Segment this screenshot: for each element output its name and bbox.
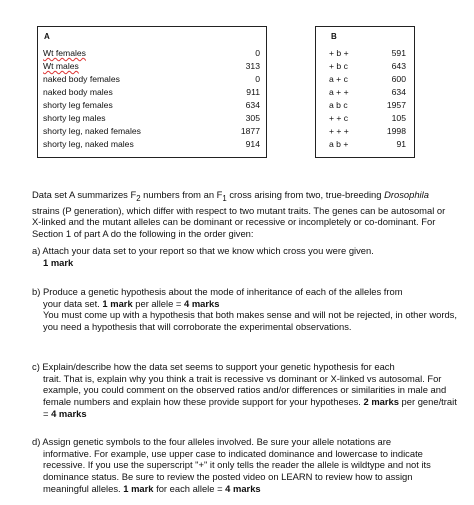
question-b-text: b) Produce a genetic hypothesis about the mode of inheritance of each of the alleles from	[32, 286, 403, 297]
table-row-label: + b c	[329, 61, 348, 71]
question-a	[32, 245, 457, 268]
table-row	[38, 86, 266, 99]
table-row-value: 313	[245, 61, 260, 71]
table-row	[316, 138, 414, 151]
table-b-letter: B	[331, 32, 337, 41]
question-c-body: trait. That is, explain why you think a trait is recessive vs dominant or X-linked vs autosomal. For example, you could comment on the observed ratios and/or differences or similarities in male and female numbers and explain how these provide support for your hypotheses.	[43, 372, 447, 408]
table-row-label: naked body males	[43, 87, 113, 97]
table-row	[38, 73, 266, 86]
table-row-label: + + +	[329, 126, 349, 136]
question-d-body: informative. For example, use upper case to indicated dominance and lowercase to indicate recessive. If you use the superscript "+" it only tells the reader the allele is wildtype and not its dominance status. Be sure to review the posted video on LEARN to review how to assign meaningful alleles.	[43, 447, 431, 494]
question-d: d) Assign genetic symbols to the four alleles involved. Be sure your allele notations are informative. For example, use upper case to indicated dominance and lowercase to indicate recessive. If you use the superscript "+" it only tells the reader the allele is wildtype and not its dominance status. Be sure to review the posted video on LEARN to review how to assign meaningful alleles. 1 mark for each allele = 4 marks	[32, 436, 457, 495]
table-row-label: a b +	[329, 139, 349, 149]
table-row	[38, 138, 266, 151]
table-row-label: + b +	[329, 48, 349, 58]
question-d-marks: 4 marks	[225, 482, 261, 494]
table-a-letter: A	[44, 32, 50, 41]
table-row-label: a b c	[329, 100, 348, 110]
table-row-value: 643	[391, 61, 406, 71]
table-row-label: Wt females	[43, 48, 86, 58]
table-row-value: 911	[246, 87, 260, 97]
table-row	[38, 60, 266, 73]
question-a-marks: 1 mark	[43, 256, 74, 268]
intro-paragraph: Data set A summarizes $F_2$ numbers from an $F_1$ cross arising from two, true-breeding Drosophila strains (P generation), which differ with respect to two mutant traits. The genes can be autosomal or X-linked and the mutant alleles can be dominant or recessive or incompletely or co-dominant. For Section 1 of part A do the following in the order given:	[32, 189, 446, 239]
table-row-value: 914	[245, 139, 260, 149]
table-row-label: shorty leg males	[43, 113, 106, 123]
table-row-label: Wt males	[43, 61, 79, 71]
data-table-a	[37, 26, 267, 158]
table-row-label: naked body females	[43, 74, 120, 84]
table-row	[316, 99, 414, 112]
question-c: c) Explain/describe how the data set seems to support your genetic hypothesis for each trait. That is, explain why you think a trait is recessive vs dominant or X-linked vs autosomal. For example, you could comment on the observed ratios and/or differences or similarities in male and female numbers and explain how these provide support for your hypotheses. 2 marks per gene/trait = 4 marks	[32, 361, 457, 419]
question-b-body: You must come up with a hypothesis that both makes sense and will not be rejected, in other words, you need a hypothesis that will corroborate the experimental observations.	[43, 309, 457, 333]
table-row-value: 591	[391, 48, 406, 58]
table-row	[316, 112, 414, 125]
table-row	[316, 125, 414, 138]
table-row-value: 1998	[386, 126, 406, 136]
table-row-value: 105	[391, 113, 406, 123]
table-row	[38, 99, 266, 112]
table-row-value: 600	[391, 74, 406, 84]
question-c-text: c) Explain/describe how the data set seems to support your genetic hypothesis for each	[32, 361, 395, 372]
question-c-marks: 4 marks	[51, 407, 87, 419]
table-row-label: shorty leg, naked females	[43, 126, 141, 136]
table-row-value: 634	[391, 87, 406, 97]
table-row-label: a + +	[329, 87, 349, 97]
question-d-text: d) Assign genetic symbols to the four alleles involved. Be sure your allele notations are	[32, 436, 392, 447]
species-name: Drosophila	[384, 189, 429, 200]
question-a-text: a) Attach your data set to your report so that we know which cross you were given.	[32, 245, 374, 256]
table-row-value: 0	[255, 74, 260, 84]
table-row-label: + + c	[329, 113, 349, 123]
data-table-b	[315, 26, 415, 158]
question-b-marks: 4 marks	[184, 297, 220, 309]
table-row	[316, 86, 414, 99]
table-row-value: 634	[245, 100, 260, 110]
table-row	[38, 125, 266, 138]
table-row-value: 1957	[386, 100, 406, 110]
table-row-value: 91	[396, 139, 406, 149]
table-row-label: shorty leg females	[43, 100, 113, 110]
table-row	[316, 73, 414, 86]
table-row-label: a + c	[329, 74, 348, 84]
question-b: b) Produce a genetic hypothesis about the mode of inheritance of each of the alleles from your data set. 1 mark per allele = 4 marks You must come up with a hypothesis that both makes sense and will not be rejected, in other words, you need a hypothesis that will corroborate the experimental observations.	[32, 286, 457, 333]
table-row-value: 305	[245, 113, 260, 123]
table-row-value: 0	[255, 48, 260, 58]
table-row	[316, 47, 414, 60]
table-row	[316, 60, 414, 73]
table-row	[38, 112, 266, 125]
table-row-label: shorty leg, naked males	[43, 139, 134, 149]
table-row	[38, 47, 266, 60]
table-row-value: 1877	[240, 126, 260, 136]
